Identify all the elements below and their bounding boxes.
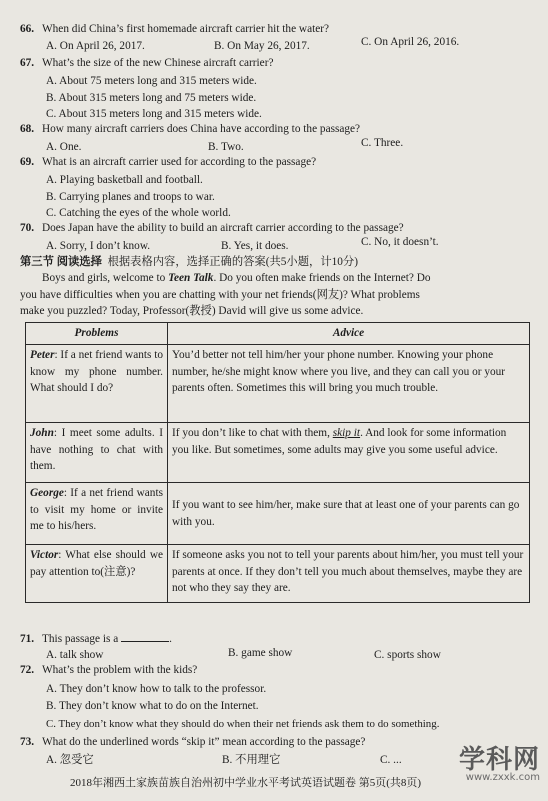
question-67 xyxy=(20,58,273,69)
question-number: 66. xyxy=(20,23,35,35)
option-68-b: B. Two. xyxy=(208,141,244,153)
option-67-a: A. About 75 meters long and 315 meters wide. xyxy=(46,75,257,87)
option-67-b: B. About 315 meters long and 75 meters wide. xyxy=(46,92,257,104)
option-73-c: C. ... xyxy=(380,754,402,766)
question-text: What’s the size of the new Chinese aircraft carrier? xyxy=(42,57,274,69)
kid-name: Peter xyxy=(30,349,55,361)
advice-cell: If you want to see him/her, make sure that at least one of your parents can go with you. xyxy=(168,483,530,545)
kid-name: George xyxy=(30,487,64,499)
question-number: 72. xyxy=(20,664,35,676)
table-header-row xyxy=(26,323,530,345)
question-number: 70. xyxy=(20,222,35,234)
intro-text: . Do you often make friends on the Internet? Do xyxy=(213,272,431,284)
option-72-b: B. They don’t know what to do on the Internet. xyxy=(46,700,259,712)
question-text: What is an aircraft carrier used for according to the passage? xyxy=(42,156,317,168)
option-70-b: B. Yes, it does. xyxy=(221,240,289,252)
option-68-c: C. Three. xyxy=(361,137,404,149)
question-number: 73. xyxy=(20,736,35,748)
option-69-c: C. Catching the eyes of the whole world. xyxy=(46,207,231,219)
option-68-a: A. One. xyxy=(46,141,82,153)
option-66-a: A. On April 26, 2017. xyxy=(46,40,145,52)
page-footer: 2018年湘西土家族苗族自治州初中学业水平考试英语试题卷 第5页(共8页) xyxy=(70,777,422,789)
question-number: 67. xyxy=(20,57,35,69)
advice-text: If you don’t like to chat with them, xyxy=(172,427,333,439)
question-text: What’s the problem with the kids? xyxy=(42,664,198,676)
option-73-b: B. 不用理它 xyxy=(222,754,281,766)
section-instruction: 根据表格内容，选择正确的答案(共5小题，计10分) xyxy=(107,256,358,268)
advice-table xyxy=(25,322,530,603)
problem-text: : What else should we pay attention to(注意)? xyxy=(30,549,163,578)
header-problems: Problems xyxy=(26,323,168,345)
section-heading xyxy=(20,257,358,268)
underlined-skip-it: skip it xyxy=(332,427,361,439)
question-number: 69. xyxy=(20,156,35,168)
question-68 xyxy=(20,124,360,135)
section-title: 第三节 阅读选择 xyxy=(20,256,102,268)
question-number: 68. xyxy=(20,123,35,135)
option-67-c: C. About 315 meters long and 315 meters wide. xyxy=(46,108,262,120)
kid-name: Victor xyxy=(30,549,59,561)
table-row xyxy=(26,545,530,603)
watermark-logo xyxy=(459,747,540,783)
problem-text: : I meet some adults. I have nothing to chat with them. xyxy=(30,427,163,472)
teen-talk-title: Teen Talk xyxy=(168,272,214,284)
question-71 xyxy=(20,632,172,645)
problem-cell xyxy=(26,545,168,603)
question-text: Does Japan have the ability to build an aircraft carrier according to the passage? xyxy=(42,222,404,234)
advice-cell: If someone asks you not to tell your parents about him/her, you must tell your parents at once. If they don’t tell you much about themselves, maybe they are not who they say they are. xyxy=(168,545,530,603)
question-66 xyxy=(20,24,329,35)
option-69-b: B. Carrying planes and troops to war. xyxy=(46,191,215,203)
watermark-url: www.zxxk.com xyxy=(465,772,540,783)
option-66-b: B. On May 26, 2017. xyxy=(214,40,310,52)
question-text: How many aircraft carriers does China have according to the passage? xyxy=(42,123,361,135)
problem-cell xyxy=(26,423,168,483)
problem-text: : If a net friend wants to visit my home or invite me to his/hers. xyxy=(30,487,163,532)
problem-cell xyxy=(26,483,168,545)
question-72 xyxy=(20,665,197,676)
intro-line-3: make you puzzled? Today, Professor(教授) David will give us some advice. xyxy=(20,305,364,317)
option-70-c: C. No, it doesn’t. xyxy=(361,236,439,248)
option-72-a: A. They don’t know how to talk to the professor. xyxy=(46,683,267,695)
question-text: What do the underlined words “skip it” mean according to the passage? xyxy=(42,736,366,748)
option-73-a: A. 忽受它 xyxy=(46,754,94,766)
option-71-b: B. game show xyxy=(228,647,293,659)
problem-text: : If a net friend wants to know my phone number. What should I do? xyxy=(30,349,164,394)
question-end: . xyxy=(169,633,172,645)
advice-cell xyxy=(168,423,530,483)
question-69 xyxy=(20,157,316,168)
answer-blank xyxy=(121,632,169,642)
problem-cell xyxy=(26,345,168,423)
header-advice: Advice xyxy=(168,323,530,345)
table-row xyxy=(26,423,530,483)
table-row xyxy=(26,345,530,423)
intro-line-1 xyxy=(42,273,431,284)
option-70-a: A. Sorry, I don’t know. xyxy=(46,240,151,252)
intro-text: Boys and girls, welcome to xyxy=(42,272,169,284)
question-text: When did China’s first homemade aircraft carrier hit the water? xyxy=(42,23,330,35)
option-71-c: C. sports show xyxy=(374,649,441,661)
option-69-a: A. Playing basketball and football. xyxy=(46,174,203,186)
question-70 xyxy=(20,223,404,234)
option-66-c: C. On April 26, 2016. xyxy=(361,36,460,48)
kid-name: John xyxy=(30,427,54,439)
question-73 xyxy=(20,737,365,748)
table-row xyxy=(26,483,530,545)
question-number: 71. xyxy=(20,633,35,645)
option-72-c: C. They don’t know what they should do when their net friends ask them to do something. xyxy=(46,718,440,730)
advice-text: . And look for some information you like. But sometimes, some adults may give you some useful advice. xyxy=(172,427,507,456)
option-71-a: A. talk show xyxy=(46,649,104,661)
advice-cell: You’d better not tell him/her your phone number. Knowing your phone number, he/she might know where you live, and they can call you or your parents often. Sometimes this will bring you much trouble. xyxy=(168,345,530,423)
intro-line-2: you have difficulties when you are chatting with your net friends(网友)? What problems xyxy=(20,289,420,301)
watermark-brand: 学科网 xyxy=(458,745,540,775)
question-text: This passage is a xyxy=(42,633,119,645)
